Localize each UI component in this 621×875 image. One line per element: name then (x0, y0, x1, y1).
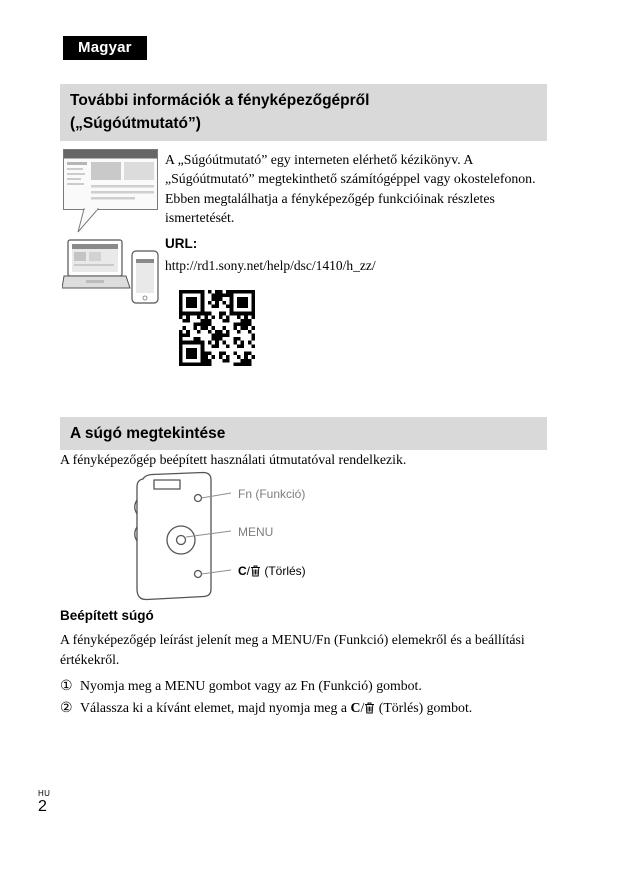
help-guide-devices-icon (62, 148, 162, 310)
step-2-delete-key: C (350, 699, 361, 715)
footer-page-number: 2 (38, 798, 47, 815)
step-2-text (80, 698, 530, 718)
section2-title-bar: A súgó megtekintése (60, 417, 547, 450)
step-1-number: ① (60, 678, 73, 694)
section1-title-line2: („Súgóútmutató”) (70, 115, 201, 133)
trash-icon (250, 565, 261, 577)
built-in-help-body: A fényképezőgép leírást jelenít meg a MENU/Fn (Funkció) elemekről és a beállítási értékekről. (60, 632, 525, 667)
devices-illustration (62, 148, 162, 310)
built-in-help-section (60, 606, 552, 719)
step-1-text: Nyomja meg a MENU gombot vagy az Fn (Funkció) gombot. (80, 678, 422, 694)
step-2 (60, 698, 530, 718)
step-2-text-pre: Válassza ki a kívánt elemet, majd nyomja meg a (80, 699, 351, 715)
trash-icon (364, 702, 375, 714)
help-guide-paragraph-2: Ebben megtalálhatja a fényképezőgép funkcióinak részletes ismertetését. (165, 190, 495, 225)
delete-slash: / (246, 564, 251, 578)
camera-illustration (118, 470, 458, 610)
callout-delete-button (238, 564, 306, 578)
built-in-help-heading: Beépített súgó (60, 608, 154, 623)
section2-intro: A fényképezőgép beépített használati útmutatóval rendelkezik. (60, 452, 407, 467)
callout-fn-button: Fn (Funkció) (238, 487, 306, 501)
qr-code-image (179, 290, 255, 366)
steps-list (60, 676, 530, 717)
section1-title-bar (60, 84, 547, 141)
delete-key-label: C (238, 564, 247, 578)
qr-code (179, 290, 255, 366)
camera-back-icon (118, 470, 233, 608)
section1-text (165, 150, 553, 366)
step-2-slash: / (360, 699, 365, 715)
step-1 (60, 676, 530, 696)
section1-title-line1: További információk a fényképezőgépről (70, 92, 370, 109)
help-guide-paragraph-1: A „Súgóútmutató” egy interneten elérhető kézikönyv. A „Súgóútmutató” megtekinthető számítógéppel vagy okostelefonon. (165, 152, 536, 187)
url-label: URL: (165, 236, 198, 252)
help-guide-url: http://rd1.sony.net/help/dsc/1410/h_zz/ (165, 258, 376, 274)
step-2-number: ② (60, 699, 73, 715)
page-footer (38, 789, 50, 816)
footer-language-code: HU (38, 789, 51, 798)
language-badge: Magyar (63, 36, 147, 60)
callout-menu-button: MENU (238, 525, 274, 539)
delete-suffix-label: (Törlés) (261, 564, 306, 578)
step-2-text-post: (Törlés) gombot. (375, 699, 473, 715)
